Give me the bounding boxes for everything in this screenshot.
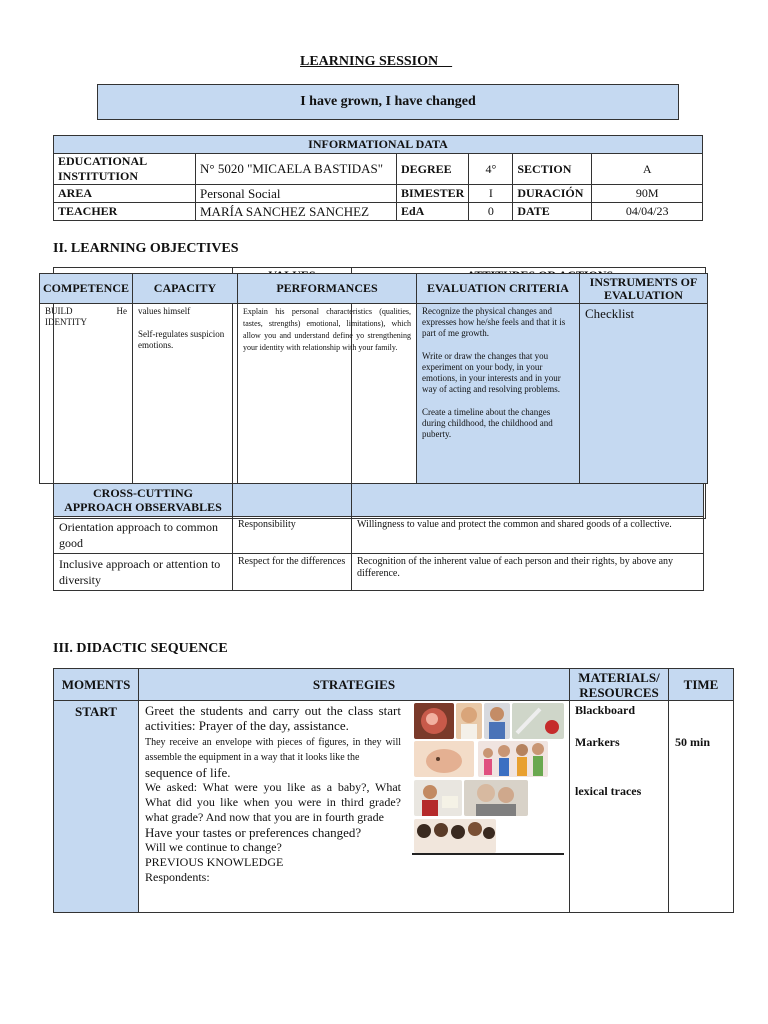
didactic-sequence-table	[53, 668, 734, 913]
value-duration: 90M	[592, 185, 703, 203]
action-cell: Willingness to value and protect the common and shared goods of a collective.	[352, 517, 704, 554]
baby-icon	[456, 703, 482, 739]
info-header: INFORMATIONAL DATA	[54, 136, 703, 154]
value-teacher: MARÍA SANCHEZ SANCHEZ	[196, 203, 397, 221]
fetus-image	[414, 703, 454, 739]
header-materials: MATERIALS/ RESOURCES	[570, 669, 669, 701]
value-section: A	[592, 154, 703, 185]
strategy-text: Will we continue to change?	[145, 840, 282, 854]
competence-table	[39, 273, 708, 484]
label-date: DATE	[513, 203, 592, 221]
newborn-icon	[414, 741, 474, 777]
capacity-cell	[133, 304, 238, 484]
instrument-cell: Checklist	[580, 304, 708, 484]
action-cell: Recognition of the inherent value of each person and their rights, by above any difference.	[352, 554, 704, 591]
table-row	[54, 554, 704, 591]
criteria-item: Recognize the physical changes and expresses how he/she feels and that it is part of me growth.	[422, 306, 566, 338]
strategy-text: Greet the students and carry out the class start activities: Prayer of the day, assistance.	[145, 703, 401, 733]
session-title: I have grown, I have changed	[97, 84, 679, 120]
header-instruments: INSTRUMENTS OF EVALUATION	[580, 274, 708, 304]
approach-cell: Inclusive approach or attention to diversity	[54, 554, 233, 591]
value-cell: Respect for the differences	[233, 554, 352, 591]
header-strategies: STRATEGIES	[139, 669, 570, 701]
header-time: TIME	[669, 669, 734, 701]
header-performances: PERFORMANCES	[238, 274, 417, 304]
value-institution: N° 5020 "MICAELA BASTIDAS"	[196, 154, 397, 185]
performance-cell: Explain his personal characteristics (qualities, tastes, strengths) emotional, limitations), which allow you and understand define yo strengthening your identity with relationship with your family.	[238, 304, 417, 484]
label-eda: EdA	[397, 203, 469, 221]
strategy-text: They receive an envelope with pieces of figures, in they will assemble the equipment in a way that it looks like the	[145, 737, 401, 763]
teens-icon	[414, 819, 496, 853]
strategy-text: We asked: What were you like as a baby?, What What did you like when you were in third grade? what grade? And now that you are in fourth grade	[145, 780, 401, 824]
value-bimester: I	[469, 185, 513, 203]
strategy-text: Have your tastes or preferences changed?	[145, 825, 362, 840]
competence-cell: BUILD He IDENTITY	[40, 304, 133, 484]
strategy-text: sequence of life.	[145, 765, 231, 780]
capacity-item: values himself	[138, 306, 191, 316]
life-sequence-image	[412, 703, 564, 855]
criteria-item: Create a timeline about the changes during childhood, the childhood and puberty.	[422, 407, 553, 439]
grandparents-photo	[464, 780, 528, 816]
header-competence: COMPETENCE	[40, 274, 133, 304]
objectives-heading: II. LEARNING OBJECTIVES	[53, 241, 239, 256]
label-degree: DEGREE	[397, 154, 469, 185]
criteria-item: Write or draw the changes that you experiment on your body, in your emotions, in your interests and in your way of acting and resolving problems.	[422, 351, 561, 394]
document-title: LEARNING SESSION	[300, 54, 453, 69]
table-row	[54, 203, 703, 221]
label-section: SECTION	[513, 154, 592, 185]
label-duration: DURACIÓN	[513, 185, 592, 203]
time-cell: 50 min	[669, 701, 734, 913]
table-row	[54, 154, 703, 185]
child-photo	[484, 703, 510, 739]
material-item: Markers	[575, 735, 620, 749]
label-institution: EDUCATIONAL INSTITUTION	[54, 154, 196, 185]
strategy-text: PREVIOUS KNOWLEDGE	[145, 855, 284, 869]
criteria-cell	[417, 304, 580, 484]
material-item: lexical traces	[575, 784, 642, 798]
fetus-icon	[414, 703, 454, 739]
cross-header: CROSS-CUTTING APPROACH OBSERVABLES	[54, 484, 233, 517]
approach-cell: Orientation approach to common good	[54, 517, 233, 554]
material-item: Blackboard	[575, 703, 636, 717]
capacity-item: Self-regulates suspicion emotions.	[138, 329, 225, 350]
student-photo	[414, 780, 462, 816]
value-area: Personal Social	[196, 185, 397, 203]
people-icon	[478, 741, 548, 777]
moment-start: START	[54, 701, 139, 913]
informational-data-table	[53, 135, 703, 221]
materials-cell	[570, 701, 669, 913]
value-date: 04/04/23	[592, 203, 703, 221]
grandparents-icon	[464, 780, 528, 816]
sequence-heading: III. DIDACTIC SEQUENCE	[53, 641, 228, 656]
flower-icon	[512, 703, 564, 739]
image-underline	[412, 853, 564, 855]
student-icon	[414, 780, 462, 816]
strategy-text: Respondents:	[145, 870, 210, 884]
table-row	[54, 185, 703, 203]
value-cell: Responsibility	[233, 517, 352, 554]
growth-stages-photo	[478, 741, 548, 777]
header-evaluation-criteria: EVALUATION CRITERIA	[417, 274, 580, 304]
newborn-photo	[414, 741, 474, 777]
value-eda: 0	[469, 203, 513, 221]
elder-photo	[512, 703, 564, 739]
header-moments: MOMENTS	[54, 669, 139, 701]
value-degree: 4°	[469, 154, 513, 185]
baby-photo	[456, 703, 482, 739]
cross-cutting-table	[53, 483, 704, 591]
label-area: AREA	[54, 185, 196, 203]
label-teacher: TEACHER	[54, 203, 196, 221]
table-row	[54, 517, 704, 554]
child-icon	[484, 703, 510, 739]
label-bimester: BIMESTER	[397, 185, 469, 203]
teens-photo	[414, 819, 496, 853]
header-capacity: CAPACITY	[133, 274, 238, 304]
